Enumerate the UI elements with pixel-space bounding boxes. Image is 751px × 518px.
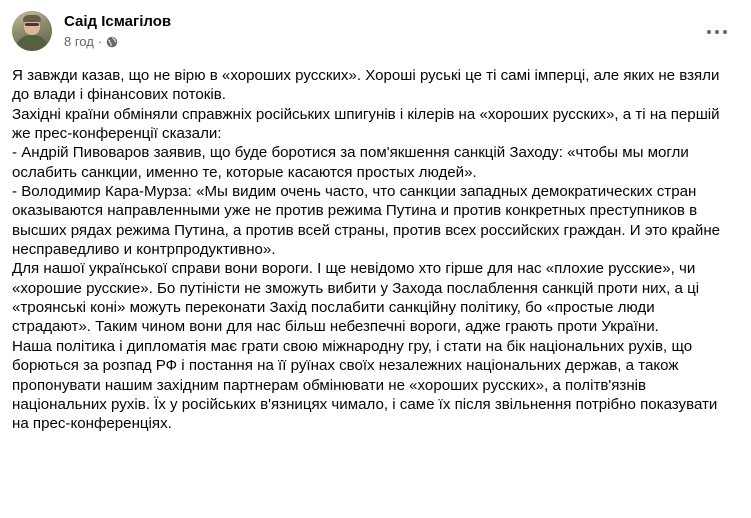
globe-icon[interactable] (106, 36, 118, 48)
post-body (12, 66, 732, 434)
post-paragraph: Західні країни обміняли справжніх російських шпигунів і кілерів на «хороших русских», а ті на першій же прес-конференції сказали: (12, 105, 720, 143)
more-horizontal-icon-dot (723, 30, 727, 34)
post-paragraph: - Володимир Кара-Мурза: «Мы видим очень часто, что санкции западных демократических стран оказываются направленными уже не против режима Путина и против конкретных преступников в высших рядах режима Путина, а против всей страны, против всех российских граждан. И это крайне несправедливо и контрпродуктивно». (12, 183, 721, 259)
avatar-hair-shape (23, 15, 41, 22)
post-timestamp[interactable]: 8 год (64, 34, 94, 49)
post-paragraph: - Андрій Пивоваров заявив, що буде боротися за пом'якшення санкцій Заходу: «чтобы мы могли ослабить санкции, именно те, которые касаются простых людей». (12, 144, 689, 181)
post-paragraph: Для нашої української справи вони вороги. І ще невідомо хто гірше для нас «плохие русские», чи «хорошие русские». Бо путіністи не зможуть вибити у Захода послаблення санкцій проти них, а ці «троянські коні» можуть переконати Захід послабити санкційну політику, бо «простые люди страдают». Таким чином вони для нас більш небезпечні вороги, адже грають проти України. (12, 260, 700, 336)
avatar[interactable] (12, 11, 52, 51)
avatar-body-shape (16, 35, 48, 51)
more-horizontal-icon-dot (715, 30, 719, 34)
separator-dot: · (97, 34, 103, 49)
post-subline (64, 33, 171, 50)
post-paragraph: Наша політика і дипломатія має грати свою міжнародну гру, і стати на бік національних рухів, що борються за розпад РФ і постання на її руїнах своїх незалежних національних держав, а також пропонувати нашим західним партнерам обмінювати не «хороших русских», а політв'язнів національних рухів. Їх у російських в'язницях чимало, і саме їх після звільнення потрібно показувати на прес-конференціях. (12, 337, 718, 433)
post-header (12, 8, 171, 54)
avatar-glasses-shape (25, 23, 39, 26)
post-meta (64, 12, 171, 50)
more-options-button[interactable] (699, 14, 735, 50)
more-horizontal-icon-dot (707, 30, 711, 34)
author-name[interactable]: Саід Ісмагілов (64, 13, 172, 30)
post-paragraph: Я завжди казав, що не вірю в «хороших русских». Хороші руські це ті самі імперці, але яких не взяли до влади і фінансових потоків. (12, 67, 720, 104)
